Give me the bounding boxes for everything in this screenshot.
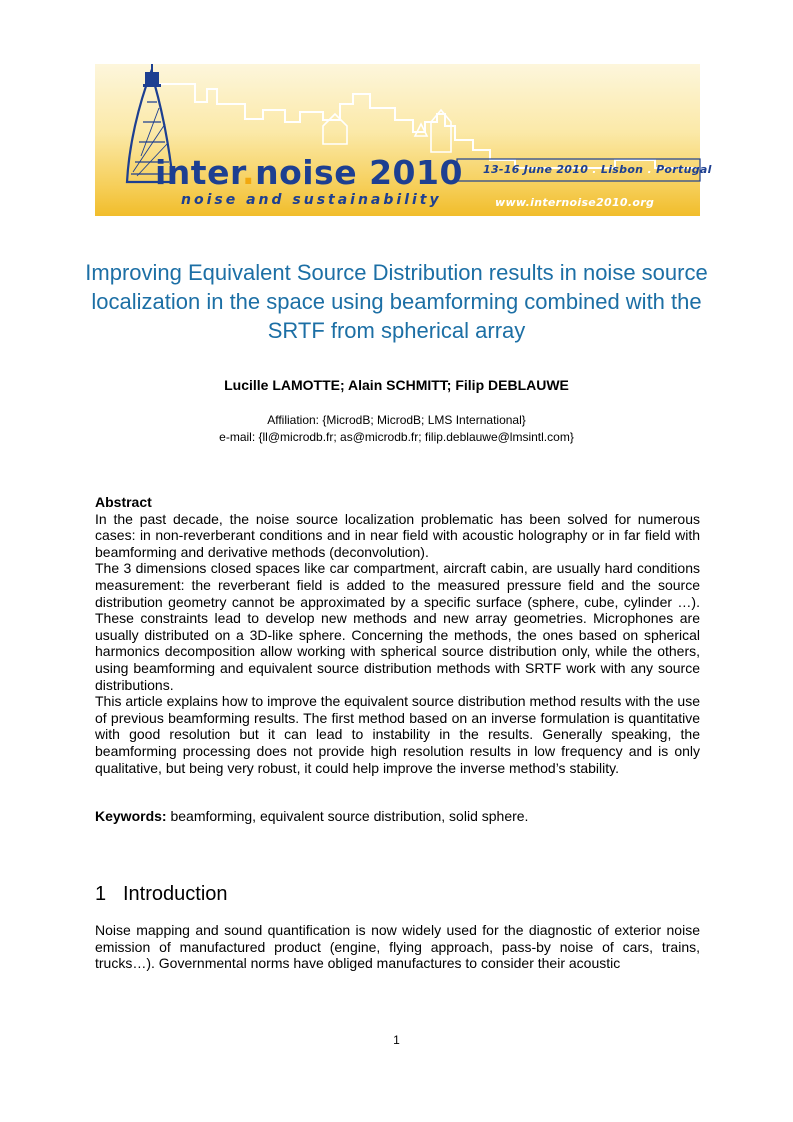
conference-date-location [483,163,712,176]
affiliation-block [60,412,733,446]
conference-logo [155,153,463,192]
section-number: 1 [95,883,107,905]
keywords-text: beamforming, equivalent source distribution, solid sphere. [166,808,529,824]
section-title: Introduction [123,883,228,905]
paper-authors: Lucille LAMOTTE; Alain SCHMITT; Filip DEBLAUWE [224,377,569,393]
conference-country: Portugal [656,163,712,176]
abstract-paragraph: This article explains how to improve the equivalent source distribution method results with the use of previous beamforming results. The first method based on an inverse formulation is quantitative with good resolution but it can lead to instability in the results. Generally speaking, the beamforming processing does not provide high resolution results in low frequency and is only qualitative, but being very robust, it could help improve the inverse method’s stability. [95,693,700,776]
logo-inter: inter [155,153,243,192]
conference-date: 13-16 June 2010 [483,163,589,176]
conference-city: Lisbon [600,163,644,176]
conference-tagline: noise and sustainability [181,192,442,208]
email: e-mail: {ll@microdb.fr; as@microdb.fr; filip.deblauwe@lmsintl.com} [219,430,574,444]
logo-dot: . [242,153,256,192]
paper-title: Improving Equivalent Source Distribution results in noise source localization in the space using beamforming combined with the SRTF from spherical array [85,260,708,343]
separator-dot: . [588,163,601,176]
cathedral-outline [323,110,451,152]
affiliation: Affiliation: {MicrodB; MicrodB; LMS International} [267,413,526,427]
abstract-paragraph: In the past decade, the noise source localization problematic has been solved for numerous cases: in non-reverberant conditions and in near field with acoustic holography or in far field with beamforming and derivative methods (deconvolution). [95,510,700,560]
abstract [95,494,700,776]
abstract-heading: Abstract [95,494,152,510]
page-number: 1 [393,1033,400,1047]
logo-noise: noise 2010 [255,153,463,192]
conference-url[interactable]: www.internoise2010.org [495,196,655,209]
introduction-paragraph: Noise mapping and sound quantification is now widely used for the diagnostic of exterior noise emission of manufactured product (engine, flying approach, pass-by noise of cars, trains, trucks…). Governmental norms have obliged manufactures to consider their acoustic [95,922,700,972]
abstract-paragraph: The 3 dimensions closed spaces like car compartment, aircraft cabin, are usually hard conditions measurement: the reverberant field is added to the measured pressure field and the source distribution geometry cannot be approximated by a specific surface (sphere, cube, cylinder …). These constraints lead to develop new methods and new array geometries. Microphones are usually distributed on a 3D-like sphere. Concerning the methods, the ones based on spherical harmonics decomposition allow working with spherical source distribution only, while the others, using beamforming and equivalent source distribution methods with SRTF work with any source distributions. [95,560,700,693]
conference-banner [95,64,712,216]
keywords [95,808,700,824]
keywords-label: Keywords: [95,808,167,824]
section-heading [95,883,228,906]
separator-dot: . [643,163,657,176]
